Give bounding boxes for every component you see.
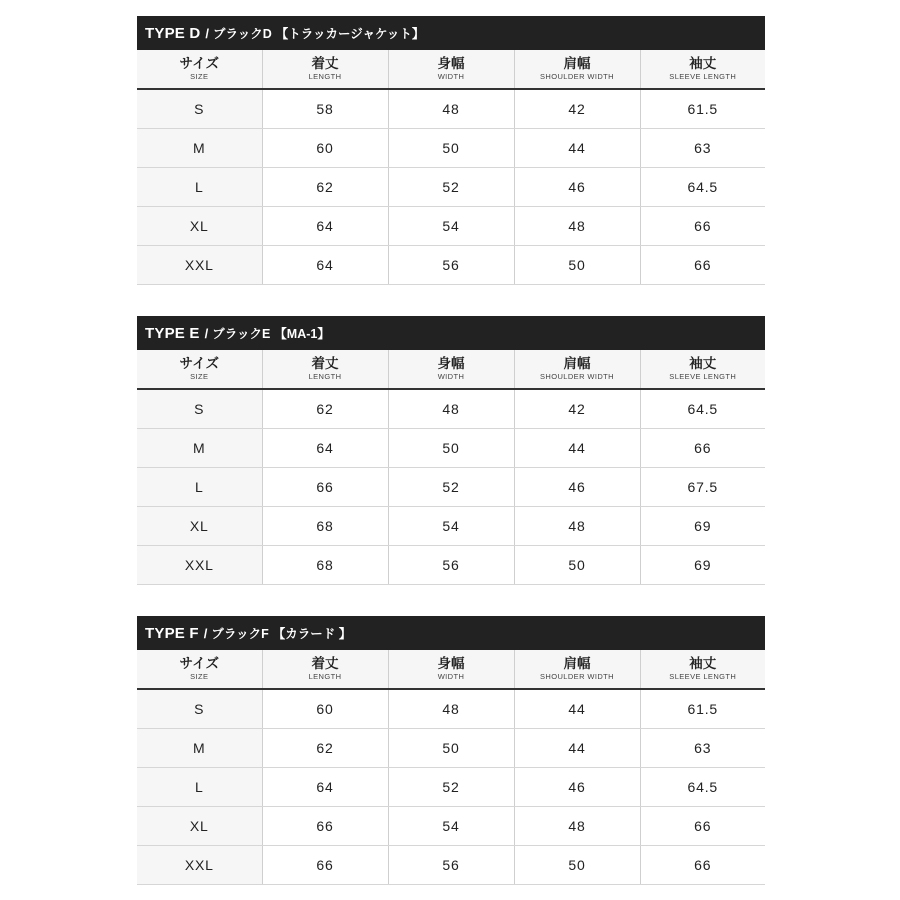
shoulder-cell: 46: [514, 468, 640, 507]
shoulder-cell: 50: [514, 846, 640, 885]
size-table: [137, 50, 765, 285]
table-title: [137, 616, 765, 650]
sleeve-cell: 69: [640, 546, 765, 585]
width-cell: 48: [388, 689, 514, 729]
size-table: [137, 350, 765, 585]
width-cell: 48: [388, 89, 514, 129]
size-cell: S: [137, 89, 262, 129]
title-separator: /: [203, 625, 208, 641]
table-row: [137, 168, 765, 207]
size-table-type-f: [137, 616, 765, 885]
table-row: [137, 768, 765, 807]
header-row: [137, 50, 765, 89]
shoulder-cell: 48: [514, 507, 640, 546]
shoulder-cell: 50: [514, 546, 640, 585]
header-length: 着丈 LENGTH: [262, 650, 388, 689]
size-cell: XL: [137, 207, 262, 246]
length-cell: 60: [262, 129, 388, 168]
sleeve-cell: 69: [640, 507, 765, 546]
width-cell: 54: [388, 807, 514, 846]
size-cell: L: [137, 768, 262, 807]
sleeve-cell: 64.5: [640, 389, 765, 429]
length-cell: 58: [262, 89, 388, 129]
sleeve-cell: 61.5: [640, 89, 765, 129]
title-separator: /: [204, 325, 209, 341]
size-cell: L: [137, 468, 262, 507]
header-width: 身幅 WIDTH: [388, 50, 514, 89]
size-cell: XXL: [137, 546, 262, 585]
header-shoulder-width: 肩幅 SHOULDER WIDTH: [514, 350, 640, 389]
shoulder-cell: 44: [514, 129, 640, 168]
header-width: 身幅 WIDTH: [388, 350, 514, 389]
header-sleeve-length: 袖丈 SLEEVE LENGTH: [640, 350, 765, 389]
length-cell: 62: [262, 389, 388, 429]
header-row: [137, 650, 765, 689]
length-cell: 64: [262, 246, 388, 285]
shoulder-cell: 46: [514, 768, 640, 807]
sleeve-cell: 66: [640, 207, 765, 246]
size-cell: XL: [137, 507, 262, 546]
width-cell: 56: [388, 546, 514, 585]
size-cell: XXL: [137, 246, 262, 285]
sleeve-cell: 66: [640, 846, 765, 885]
length-cell: 62: [262, 168, 388, 207]
product-name: ブラックE: [212, 327, 271, 341]
size-cell: M: [137, 429, 262, 468]
type-label: TYPE F: [145, 624, 199, 642]
size-table-type-e: [137, 316, 765, 585]
product-category: 【カラード 】: [272, 627, 352, 641]
sleeve-cell: 66: [640, 807, 765, 846]
header-length: 着丈 LENGTH: [262, 50, 388, 89]
table-row: [137, 729, 765, 768]
header-sleeve-length: 袖丈 SLEEVE LENGTH: [640, 650, 765, 689]
shoulder-cell: 44: [514, 729, 640, 768]
shoulder-cell: 44: [514, 689, 640, 729]
header-shoulder-width: 肩幅 SHOULDER WIDTH: [514, 50, 640, 89]
table-row: [137, 429, 765, 468]
sleeve-cell: 64.5: [640, 768, 765, 807]
shoulder-cell: 48: [514, 207, 640, 246]
length-cell: 66: [262, 468, 388, 507]
table-row: [137, 89, 765, 129]
size-cell: M: [137, 729, 262, 768]
table-title: [137, 16, 765, 50]
width-cell: 52: [388, 468, 514, 507]
length-cell: 64: [262, 429, 388, 468]
header-length: 着丈 LENGTH: [262, 350, 388, 389]
sleeve-cell: 63: [640, 129, 765, 168]
sleeve-cell: 61.5: [640, 689, 765, 729]
length-cell: 66: [262, 807, 388, 846]
shoulder-cell: 44: [514, 429, 640, 468]
size-cell: M: [137, 129, 262, 168]
header-row: [137, 350, 765, 389]
header-size: サイズ SIZE: [137, 50, 262, 89]
table-row: [137, 807, 765, 846]
table-row: [137, 846, 765, 885]
size-table-type-d: [137, 16, 765, 285]
length-cell: 60: [262, 689, 388, 729]
size-cell: XL: [137, 807, 262, 846]
width-cell: 54: [388, 207, 514, 246]
table-title: [137, 316, 765, 350]
size-cell: L: [137, 168, 262, 207]
table-row: [137, 389, 765, 429]
width-cell: 52: [388, 768, 514, 807]
header-size: サイズ SIZE: [137, 350, 262, 389]
type-label: TYPE E: [145, 324, 200, 342]
table-row: [137, 468, 765, 507]
table-row: [137, 546, 765, 585]
sleeve-cell: 66: [640, 246, 765, 285]
width-cell: 50: [388, 729, 514, 768]
width-cell: 56: [388, 246, 514, 285]
product-category: 【MA-1】: [274, 327, 330, 341]
length-cell: 68: [262, 546, 388, 585]
width-cell: 56: [388, 846, 514, 885]
table-row: [137, 129, 765, 168]
size-cell: XXL: [137, 846, 262, 885]
size-table: [137, 650, 765, 885]
shoulder-cell: 50: [514, 246, 640, 285]
type-label: TYPE D: [145, 24, 201, 42]
header-width: 身幅 WIDTH: [388, 650, 514, 689]
sleeve-cell: 67.5: [640, 468, 765, 507]
length-cell: 66: [262, 846, 388, 885]
table-row: [137, 207, 765, 246]
length-cell: 68: [262, 507, 388, 546]
header-size: サイズ SIZE: [137, 650, 262, 689]
length-cell: 62: [262, 729, 388, 768]
table-row: [137, 246, 765, 285]
width-cell: 54: [388, 507, 514, 546]
sleeve-cell: 66: [640, 429, 765, 468]
sleeve-cell: 63: [640, 729, 765, 768]
width-cell: 50: [388, 129, 514, 168]
length-cell: 64: [262, 207, 388, 246]
product-category: 【トラッカージャケット】: [275, 27, 425, 41]
size-cell: S: [137, 389, 262, 429]
sleeve-cell: 64.5: [640, 168, 765, 207]
product-name: ブラックF: [211, 627, 269, 641]
length-cell: 64: [262, 768, 388, 807]
width-cell: 50: [388, 429, 514, 468]
width-cell: 52: [388, 168, 514, 207]
shoulder-cell: 46: [514, 168, 640, 207]
product-name: ブラックD: [213, 27, 272, 41]
header-sleeve-length: 袖丈 SLEEVE LENGTH: [640, 50, 765, 89]
header-shoulder-width: 肩幅 SHOULDER WIDTH: [514, 650, 640, 689]
width-cell: 48: [388, 389, 514, 429]
table-row: [137, 689, 765, 729]
shoulder-cell: 42: [514, 89, 640, 129]
shoulder-cell: 48: [514, 807, 640, 846]
size-cell: S: [137, 689, 262, 729]
title-separator: /: [205, 25, 210, 41]
table-row: [137, 507, 765, 546]
shoulder-cell: 42: [514, 389, 640, 429]
